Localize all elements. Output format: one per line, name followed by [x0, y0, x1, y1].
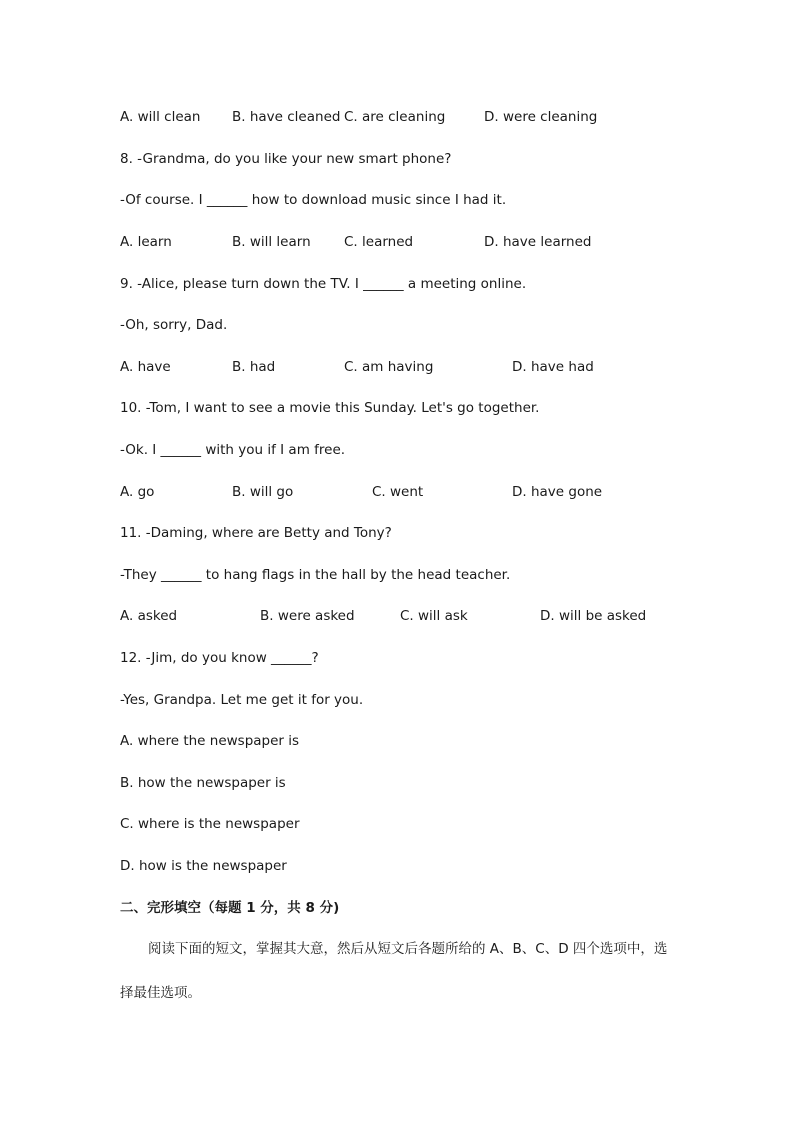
q9-option-d: D. have had — [512, 359, 594, 375]
q8-option-d: D. have learned — [484, 234, 592, 250]
q9-reply: -Oh, sorry, Dad. — [120, 317, 228, 333]
q7-option-c: C. are cleaning — [344, 109, 446, 125]
section2-title: 二、完形填空（每题 1 分，共 8 分) — [120, 900, 340, 916]
q12-option-a: A. where the newspaper is — [120, 733, 300, 749]
q12-option-b: B. how the newspaper is — [120, 775, 286, 791]
q9-option-a: A. have — [120, 359, 171, 375]
q7-option-d: D. were cleaning — [484, 109, 598, 125]
q8-option-b: B. will learn — [232, 234, 311, 250]
q9-stem: 9. -Alice, please turn down the TV. I ______ a meeting online. — [120, 276, 527, 292]
q11-option-c: C. will ask — [400, 608, 468, 624]
q12-stem: 12. -Jim, do you know ______? — [120, 650, 319, 666]
q12-option-c: C. where is the newspaper — [120, 816, 300, 832]
q10-reply: -Ok. I ______ with you if I am free. — [120, 442, 346, 458]
q11-option-d: D. will be asked — [540, 608, 647, 624]
section2-instruction-line1: 阅读下面的短文，掌握其大意，然后从短文后各题所给的 A、B、C、D 四个选项中，选 — [148, 941, 668, 957]
q9-option-c: C. am having — [344, 359, 434, 375]
q11-reply: -They ______ to hang flags in the hall by the head teacher. — [120, 567, 511, 583]
q10-option-b: B. will go — [232, 484, 294, 500]
q12-reply: -Yes, Grandpa. Let me get it for you. — [120, 692, 364, 708]
q7-option-b: B. have cleaned — [232, 109, 341, 125]
q12-option-d: D. how is the newspaper — [120, 858, 287, 874]
q8-option-a: A. learn — [120, 234, 172, 250]
q10-option-a: A. go — [120, 484, 155, 500]
q9-option-b: B. had — [232, 359, 276, 375]
q8-option-c: C. learned — [344, 234, 414, 250]
q7-option-a: A. will clean — [120, 109, 201, 125]
q11-stem: 11. -Daming, where are Betty and Tony? — [120, 525, 392, 541]
q8-stem: 8. -Grandma, do you like your new smart phone? — [120, 151, 452, 167]
section2-instruction-line2: 择最佳选项。 — [120, 985, 201, 1001]
q11-option-a: A. asked — [120, 608, 178, 624]
q10-option-d: D. have gone — [512, 484, 603, 500]
q11-option-b: B. were asked — [260, 608, 355, 624]
q10-stem: 10. -Tom, I want to see a movie this Sunday. Let's go together. — [120, 400, 540, 416]
q8-reply: -Of course. I ______ how to download music since I had it. — [120, 192, 507, 208]
q10-option-c: C. went — [372, 484, 424, 500]
